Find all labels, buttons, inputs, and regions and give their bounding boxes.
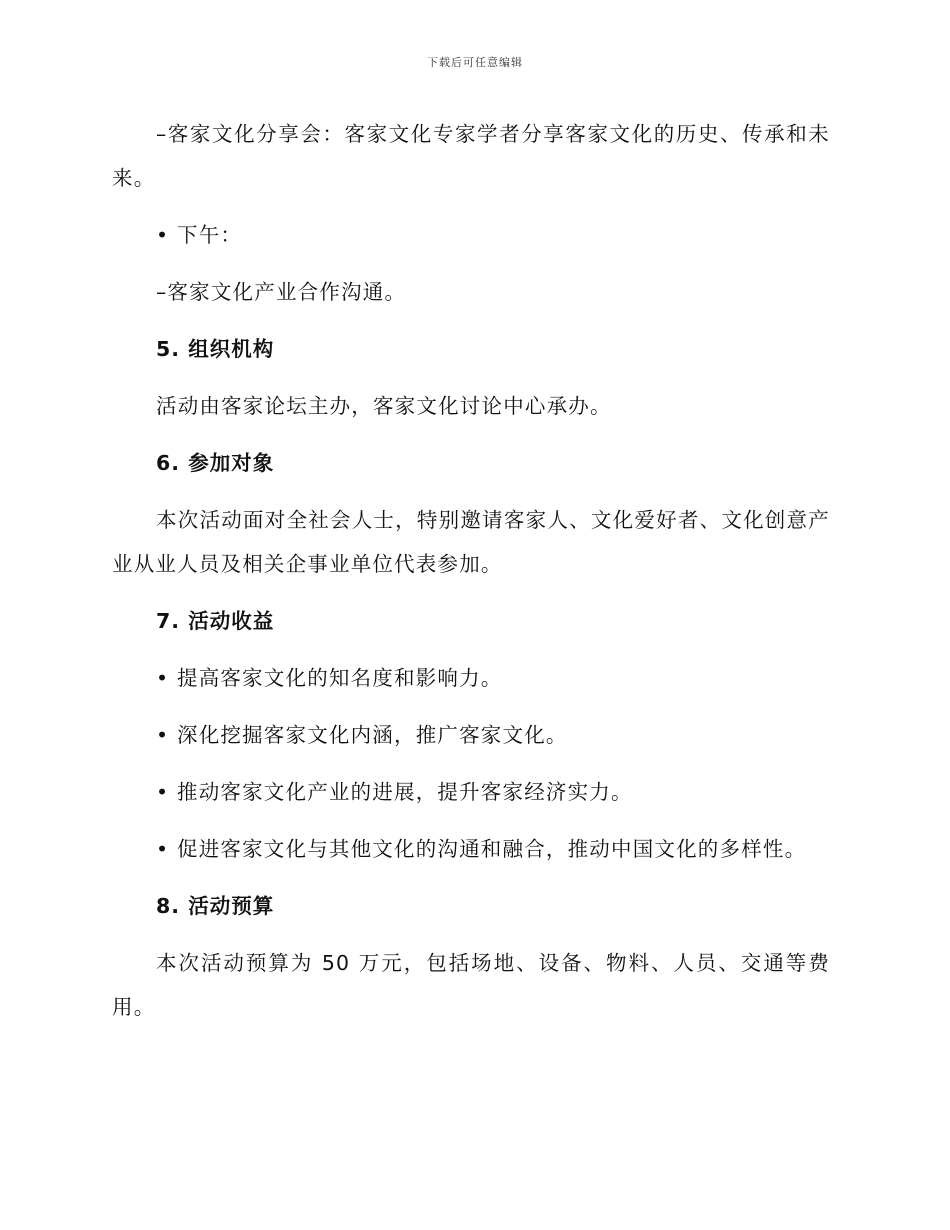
- paragraph-budget: 本次活动预算为 50 万元，包括场地、设备、物料、人员、交通等费用。: [112, 951, 830, 1019]
- paragraph-organizers: 活动由客家论坛主办，客家文化讨论中心承办。: [156, 394, 612, 418]
- paragraph-industry-cooperation: –客家文化产业合作沟通。: [156, 280, 407, 304]
- section-heading-participants: 6. 参加对象: [156, 451, 275, 475]
- document-body: [112, 112, 830, 1029]
- bullet-benefit-industry: • 推动客家文化产业的进展，提升客家经济实力。: [156, 780, 633, 804]
- section-heading-budget: 8. 活动预算: [156, 894, 275, 918]
- bullet-benefit-exchange: • 促进客家文化与其他文化的沟通和融合，推动中国文化的多样性。: [156, 837, 807, 861]
- paragraph-participants: 本次活动面对全社会人士，特别邀请客家人、文化爱好者、文化创意产业从业人员及相关企事业单位代表参加。: [112, 508, 830, 576]
- page-header-note: 下载后可任意编辑: [427, 56, 523, 69]
- bullet-benefit-awareness: • 提高客家文化的知名度和影响力。: [156, 666, 503, 690]
- bullet-benefit-connotation: • 深化挖掘客家文化内涵，推广客家文化。: [156, 723, 568, 747]
- section-heading-organization: 5. 组织机构: [156, 337, 275, 361]
- section-heading-benefits: 7. 活动收益: [156, 609, 275, 633]
- bullet-afternoon: • 下午：: [156, 223, 243, 247]
- paragraph-sharing-session: –客家文化分享会：客家文化专家学者分享客家文化的历史、传承和未来。: [112, 122, 830, 190]
